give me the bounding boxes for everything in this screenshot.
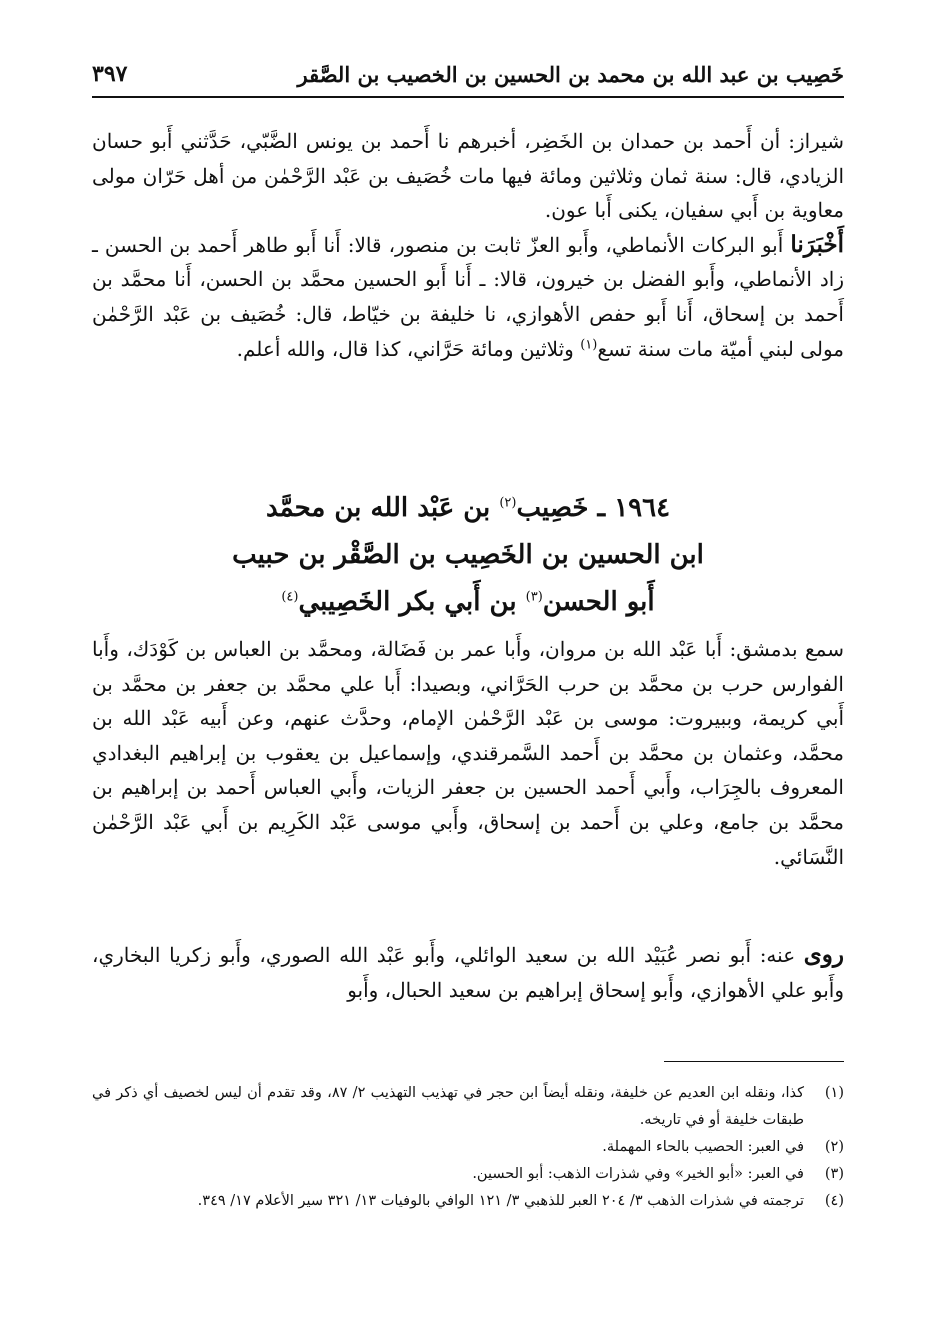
main-text-block-1 — [92, 124, 844, 366]
footnote-text: في العبر: «أبو الخير» وفي شذرات الذهب: أبو الحسين. — [472, 1166, 804, 1182]
riwaya-lead: روى — [803, 941, 844, 968]
footnote-text: ترجمته في شذرات الذهب ٣/ ٢٠٤ العبر للذهبي ٣/ ١٢١ الوافي بالوفيات ١٣/ ٣٢١ سير الأعلام ١٧/ ٣٤٩. — [197, 1193, 804, 1209]
running-head-title: خَصِيب بن عبد الله بن محمد بن الحسين بن الخصيب بن الصَّقر — [297, 61, 844, 87]
footnote-ref-1[interactable]: (١) — [580, 336, 598, 352]
footnote-text: في العبر: الحصيب بالحاء المهملة. — [602, 1139, 804, 1155]
footnote-number: (٣) — [824, 1166, 844, 1182]
paragraph-samia: سمع بدمشق: أَبا عَبْد الله بن مروان، وأَبا عمر بن فَضَالة، ومحمَّد بن العباس بن كَوْدَك، وأَبا الفوارس حرب بن محمَّد بن حرب الحَرَّاني، وبصيدا: أَبا علي محمَّد بن جعفر بن محمَّد بن أَبي كريمة، وببيروت: موسى بن عَبْد الرَّحْمٰن الإمام، وحدَّث عنهم، وعن أَبيه عَبْد الله بن محمَّد، وعثمان بن محمَّد بن أَحمد السَّمرقندي، وإسماعيل بن يعقوب بن إبراهيم البغدادي المعروف بالجِرَاب، وأَبي أَحمد الحسين بن جعفر الزيات، وأَبي العباس أَحمد بن إبراهيم بن محمَّد بن جامع، وعلي بن أَحمد بن إسحاق، وأَبي موسى عَبْد الكَرِيم بن أَبي عَبْد الرَّحْمٰن النَّسَائي. — [92, 637, 844, 869]
paragraph-shiraz: شيراز: أن أَحمد بن حمدان بن الخَضِر، أخبرهم نا أَحمد بن يونس الضَّبّي، حَدَّثني أَبو حسان الزيادي، قال: سنة ثمان وثلاثين ومائة فيها مات خُصَيف بن عَبْد الرَّحْمٰن من أهل حَرّان مولى معاوية بن أَبي سفيان، يكنى أَبا عون. — [92, 129, 845, 223]
footnote-number: (٢) — [824, 1139, 844, 1155]
akhbarana-text-end: وثلاثين ومائة حَرَّاني، كذا قال، والله أعلم. — [236, 336, 581, 361]
main-text-block-3 — [92, 938, 844, 1007]
riwaya-text: عنه: أَبو نصر عُبَيْد الله بن سعيد الوائلي، وأَبو عَبْد الله الصوري، وأَبو زكريا البخاري، وأَبو علي الأهوازي، وأَبو إسحاق إبراهيم بن سعيد الحبال، وأَبو — [92, 943, 844, 1002]
paragraph-akhbarana — [92, 228, 844, 366]
footnote-number: (١) — [824, 1085, 844, 1101]
footnotes — [92, 1080, 844, 1215]
footnote-2 — [92, 1134, 844, 1161]
entry-heading-line-2: ابن الحسين بن الخَصِيب بن الصَّقْر بن حبيب — [232, 540, 704, 570]
entry-heading-line-1: ١٩٦٤ ـ خَصِيب$^{(٢)}$ بن عَبْد الله بن محمَّد — [265, 493, 671, 523]
footnote-ref-4[interactable]: (٤) — [281, 589, 299, 605]
footnote-separator — [664, 1061, 844, 1062]
entry-heading — [92, 485, 844, 626]
entry-heading-line-3: أَبو الحسن$^{(٣)}$ بن أَبي بكر الخَصِيبي$^{(٤)}$ — [281, 587, 655, 617]
page-number: ٣٩٧ — [92, 61, 128, 87]
paragraph-riwaya — [92, 938, 844, 1007]
footnote-text: كذا، ونقله ابن العديم عن خليفة، ونقله أيضاً ابن حجر في تهذيب التهذيب ٢/ ٨٧، وقد تقدم أن ليس لخصيف أي ذكر في طبقات خليفة أو في تاريخه. — [92, 1085, 804, 1128]
footnote-4 — [92, 1188, 844, 1215]
footnote-ref-2[interactable]: (٢) — [499, 495, 517, 511]
footnote-ref-3[interactable]: (٣) — [525, 589, 543, 605]
main-text-block-2 — [92, 632, 844, 874]
running-head — [92, 54, 844, 94]
footnote-1 — [92, 1080, 844, 1134]
footnote-number: (٤) — [824, 1193, 844, 1209]
akhbarana-lead: أَخْبَرَنا — [790, 230, 844, 258]
footnote-3 — [92, 1161, 844, 1188]
akhbarana-text: أَبو البركات الأنماطي، وأَبو العزّ ثابت بن منصور، قالا: أَنا أَبو طاهر أَحمد بن الحسن ـ زاد الأنماطي، وأَبو الفضل بن خيرون، قالا: ـ أَنا أَبو الحسين محمَّد بن الحسن، أَنا محمَّد بن أَحمد بن إسحاق، أَنا أَبو حفص الأهوازي، نا خليفة بن خيّاط، قال: خُصَيف بن عَبْد الرَّحْمٰن مولى لبني أميّة مات سنة تسع — [92, 232, 844, 361]
header-rule — [92, 96, 844, 98]
